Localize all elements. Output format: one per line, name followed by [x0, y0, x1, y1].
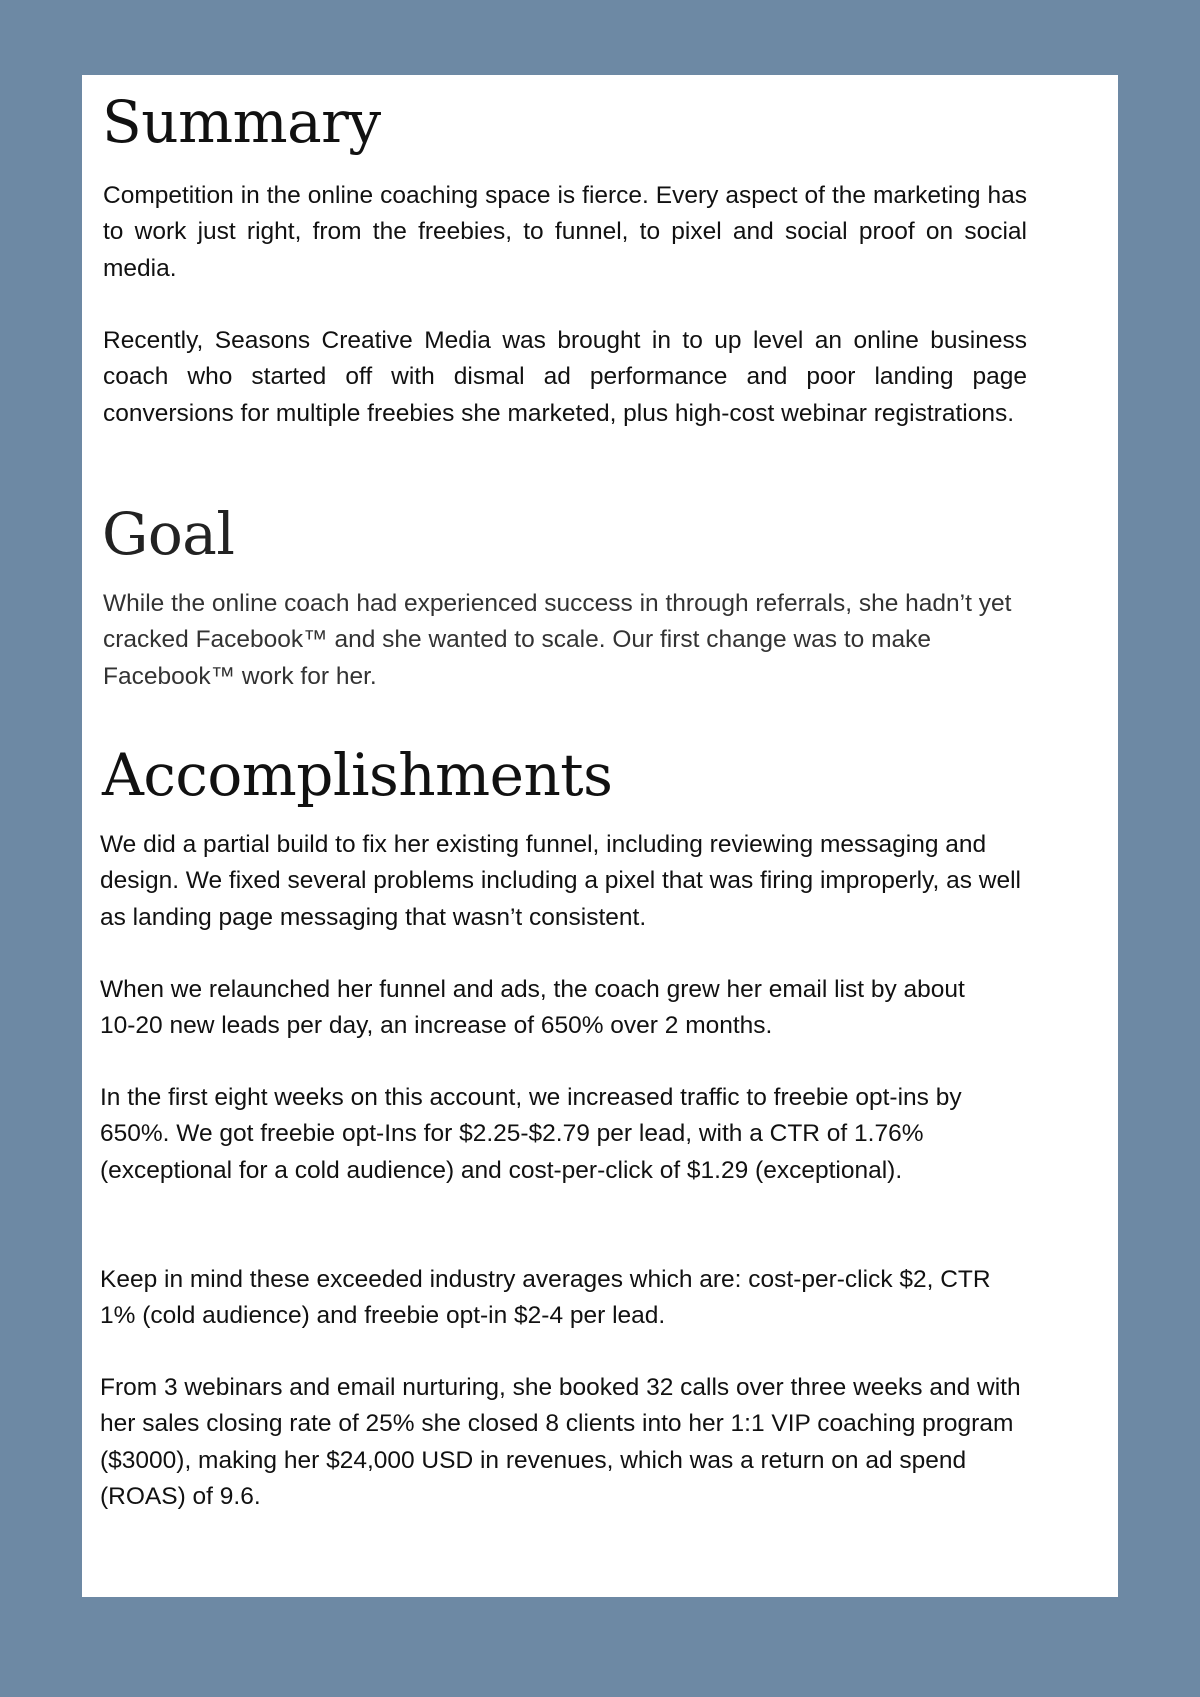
accomplishments-heading: Accomplishments: [102, 741, 613, 809]
document-page: [82, 75, 1118, 1597]
summary-heading: Summary: [102, 88, 381, 156]
goal-paragraph: While the online coach had experienced success in through referrals, she hadn’t yet cracked Facebook™ and she wanted to scale. Our first change was to make Facebook™ work for her.: [103, 590, 1012, 690]
accomplishments-paragraph-1: We did a partial build to fix her existing funnel, including reviewing messaging and design. We fixed several problems including a pixel that was firing improperly, as well as landing page messaging that wasn’t consistent.: [100, 831, 1021, 931]
accomplishments-paragraph-2: When we relaunched her funnel and ads, the coach grew her email list by about 10-20 new leads per day, an increase of 650% over 2 months.: [100, 976, 965, 1040]
accomplishments-paragraph-5: From 3 webinars and email nurturing, she booked 32 calls over three weeks and with her sales closing rate of 25% she closed 8 clients into her 1:1 VIP coaching program ($3000), making her $24,000 USD in revenues, which was a return on ad spend (ROAS) of 9.6.: [100, 1374, 1021, 1510]
summary-paragraph-1: Competition in the online coaching space is fierce. Every aspect of the marketing has to work just right, from the freebies, to funnel, to pixel and social proof on social media.: [103, 182, 1027, 282]
goal-heading: Goal: [102, 500, 235, 568]
accomplishments-paragraph-4: Keep in mind these exceeded industry averages which are: cost-per-click $2, CTR 1% (cold audience) and freebie opt-in $2-4 per lead.: [100, 1266, 991, 1330]
accomplishments-paragraph-3: In the first eight weeks on this account, we increased traffic to freebie opt-ins by 650%. We got freebie opt-Ins for $2.25-$2.79 per lead, with a CTR of 1.76% (exceptional for a cold audience) and cost-per-click of $1.29 (exceptional).: [100, 1084, 962, 1184]
summary-paragraph-2: Recently, Seasons Creative Media was brought in to up level an online business coach who started off with dismal ad performance and poor landing page conversions for multiple freebies she marketed, plus high-cost webinar registrations.: [103, 327, 1027, 427]
